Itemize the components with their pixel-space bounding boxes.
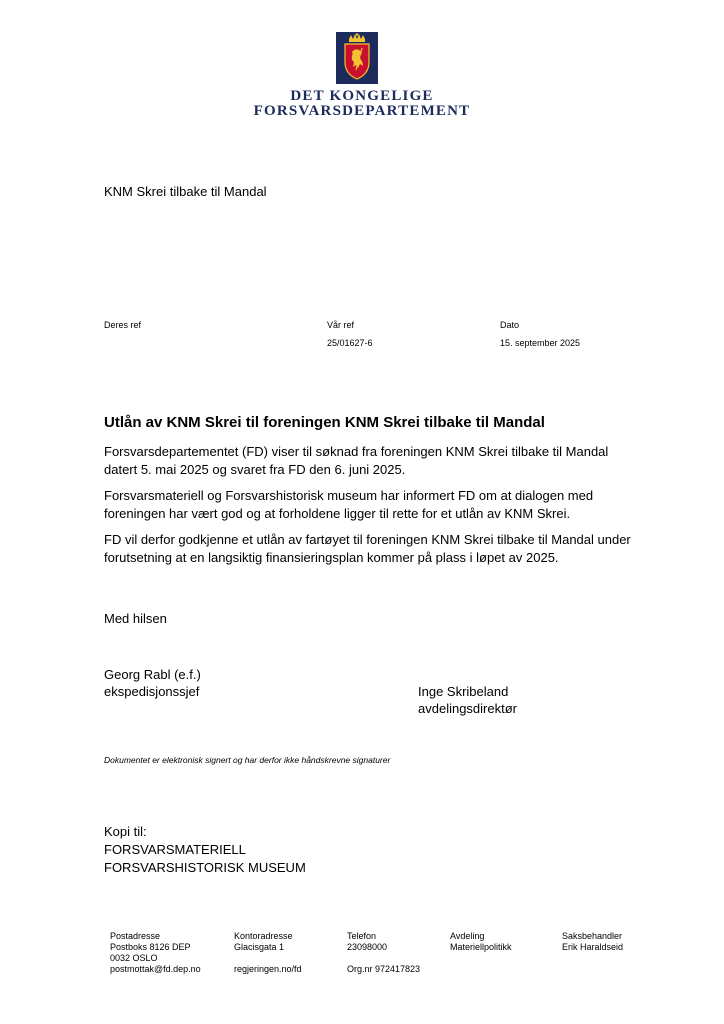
signer-2-name: Inge Skribeland xyxy=(418,684,509,699)
copy-recipient-2: FORSVARSHISTORISK MUSEUM xyxy=(104,860,306,875)
footer-phone xyxy=(347,931,387,953)
recipient: KNM Skrei tilbake til Mandal xyxy=(104,184,267,199)
footer-case-officer xyxy=(562,931,623,953)
footer-case-officer-value: Erik Haraldseid xyxy=(562,942,624,952)
footer-department xyxy=(450,931,512,953)
copy-recipient-1: FORSVARSMATERIELL xyxy=(104,842,246,857)
date-value: 15. september 2025 xyxy=(500,338,581,348)
footer-org-number: Org.nr 972417823 xyxy=(347,964,421,974)
footer-postal-address xyxy=(110,931,201,975)
var-ref-value: 25/01627-6 xyxy=(327,338,373,348)
footer-web: regjeringen.no/fd xyxy=(234,964,302,974)
var-ref-label: Vår ref xyxy=(327,320,355,330)
coat-of-arms-logo xyxy=(336,32,378,84)
footer-postal-label: Postadresse xyxy=(110,931,161,941)
closing-greeting: Med hilsen xyxy=(104,611,167,626)
footer-phone-label: Telefon xyxy=(347,931,377,941)
footer-office-address xyxy=(234,931,293,953)
body-paragraph-1: Forsvarsdepartementet (FD) viser til søknad fra foreningen KNM Skrei tilbake til Mandal datert 5. mai 2025 og svaret fra FD den 6. juni 2025. xyxy=(104,444,609,477)
signer-1-title: ekspedisjonssjef xyxy=(104,684,200,699)
deres-ref-label: Deres ref xyxy=(104,320,142,330)
footer-postal-line1: Postboks 8126 DEP xyxy=(110,942,191,952)
footer-postal-line2: 0032 OSLO xyxy=(110,953,158,963)
footer-department-label: Avdeling xyxy=(450,931,485,941)
signer-1-name: Georg Rabl (e.f.) xyxy=(104,667,201,682)
copy-to-label: Kopi til: xyxy=(104,824,147,839)
footer-email: postmottak@fd.dep.no xyxy=(110,964,201,974)
signer-2-title: avdelingsdirektør xyxy=(418,701,517,716)
body-paragraph-2: Forsvarsmateriell og Forsvarshistorisk museum har informert FD om at dialogen med foreningen har vært god og at forholdene ligger til rette for et utlån av KNM Skrei. xyxy=(104,488,594,521)
department-name-line2: FORSVARSDEPARTEMENT xyxy=(253,103,471,119)
date-label: Dato xyxy=(500,320,520,330)
footer-phone-value: 23098000 xyxy=(347,942,388,952)
department-name-line1: DET KONGELIGE xyxy=(290,88,434,104)
footer-office-label: Kontoradresse xyxy=(234,931,293,941)
footer-case-officer-label: Saksbehandler xyxy=(562,931,623,941)
body-paragraph-3: FD vil derfor godkjenne et utlån av fartøyet til foreningen KNM Skrei tilbake til Mandal under forutsetning at en langsiktig finansieringsplan kommer på plass i løpet av 2025. xyxy=(104,532,631,565)
letter-subject: Utlån av KNM Skrei til foreningen KNM Skrei tilbake til Mandal xyxy=(104,414,545,431)
footer-department-value: Materiellpolitikk xyxy=(450,942,512,952)
footer-office-value: Glacisgata 1 xyxy=(234,942,285,952)
electronic-signature-note: Dokumentet er elektronisk signert og har derfor ikke håndskrevne signaturer xyxy=(104,755,391,765)
